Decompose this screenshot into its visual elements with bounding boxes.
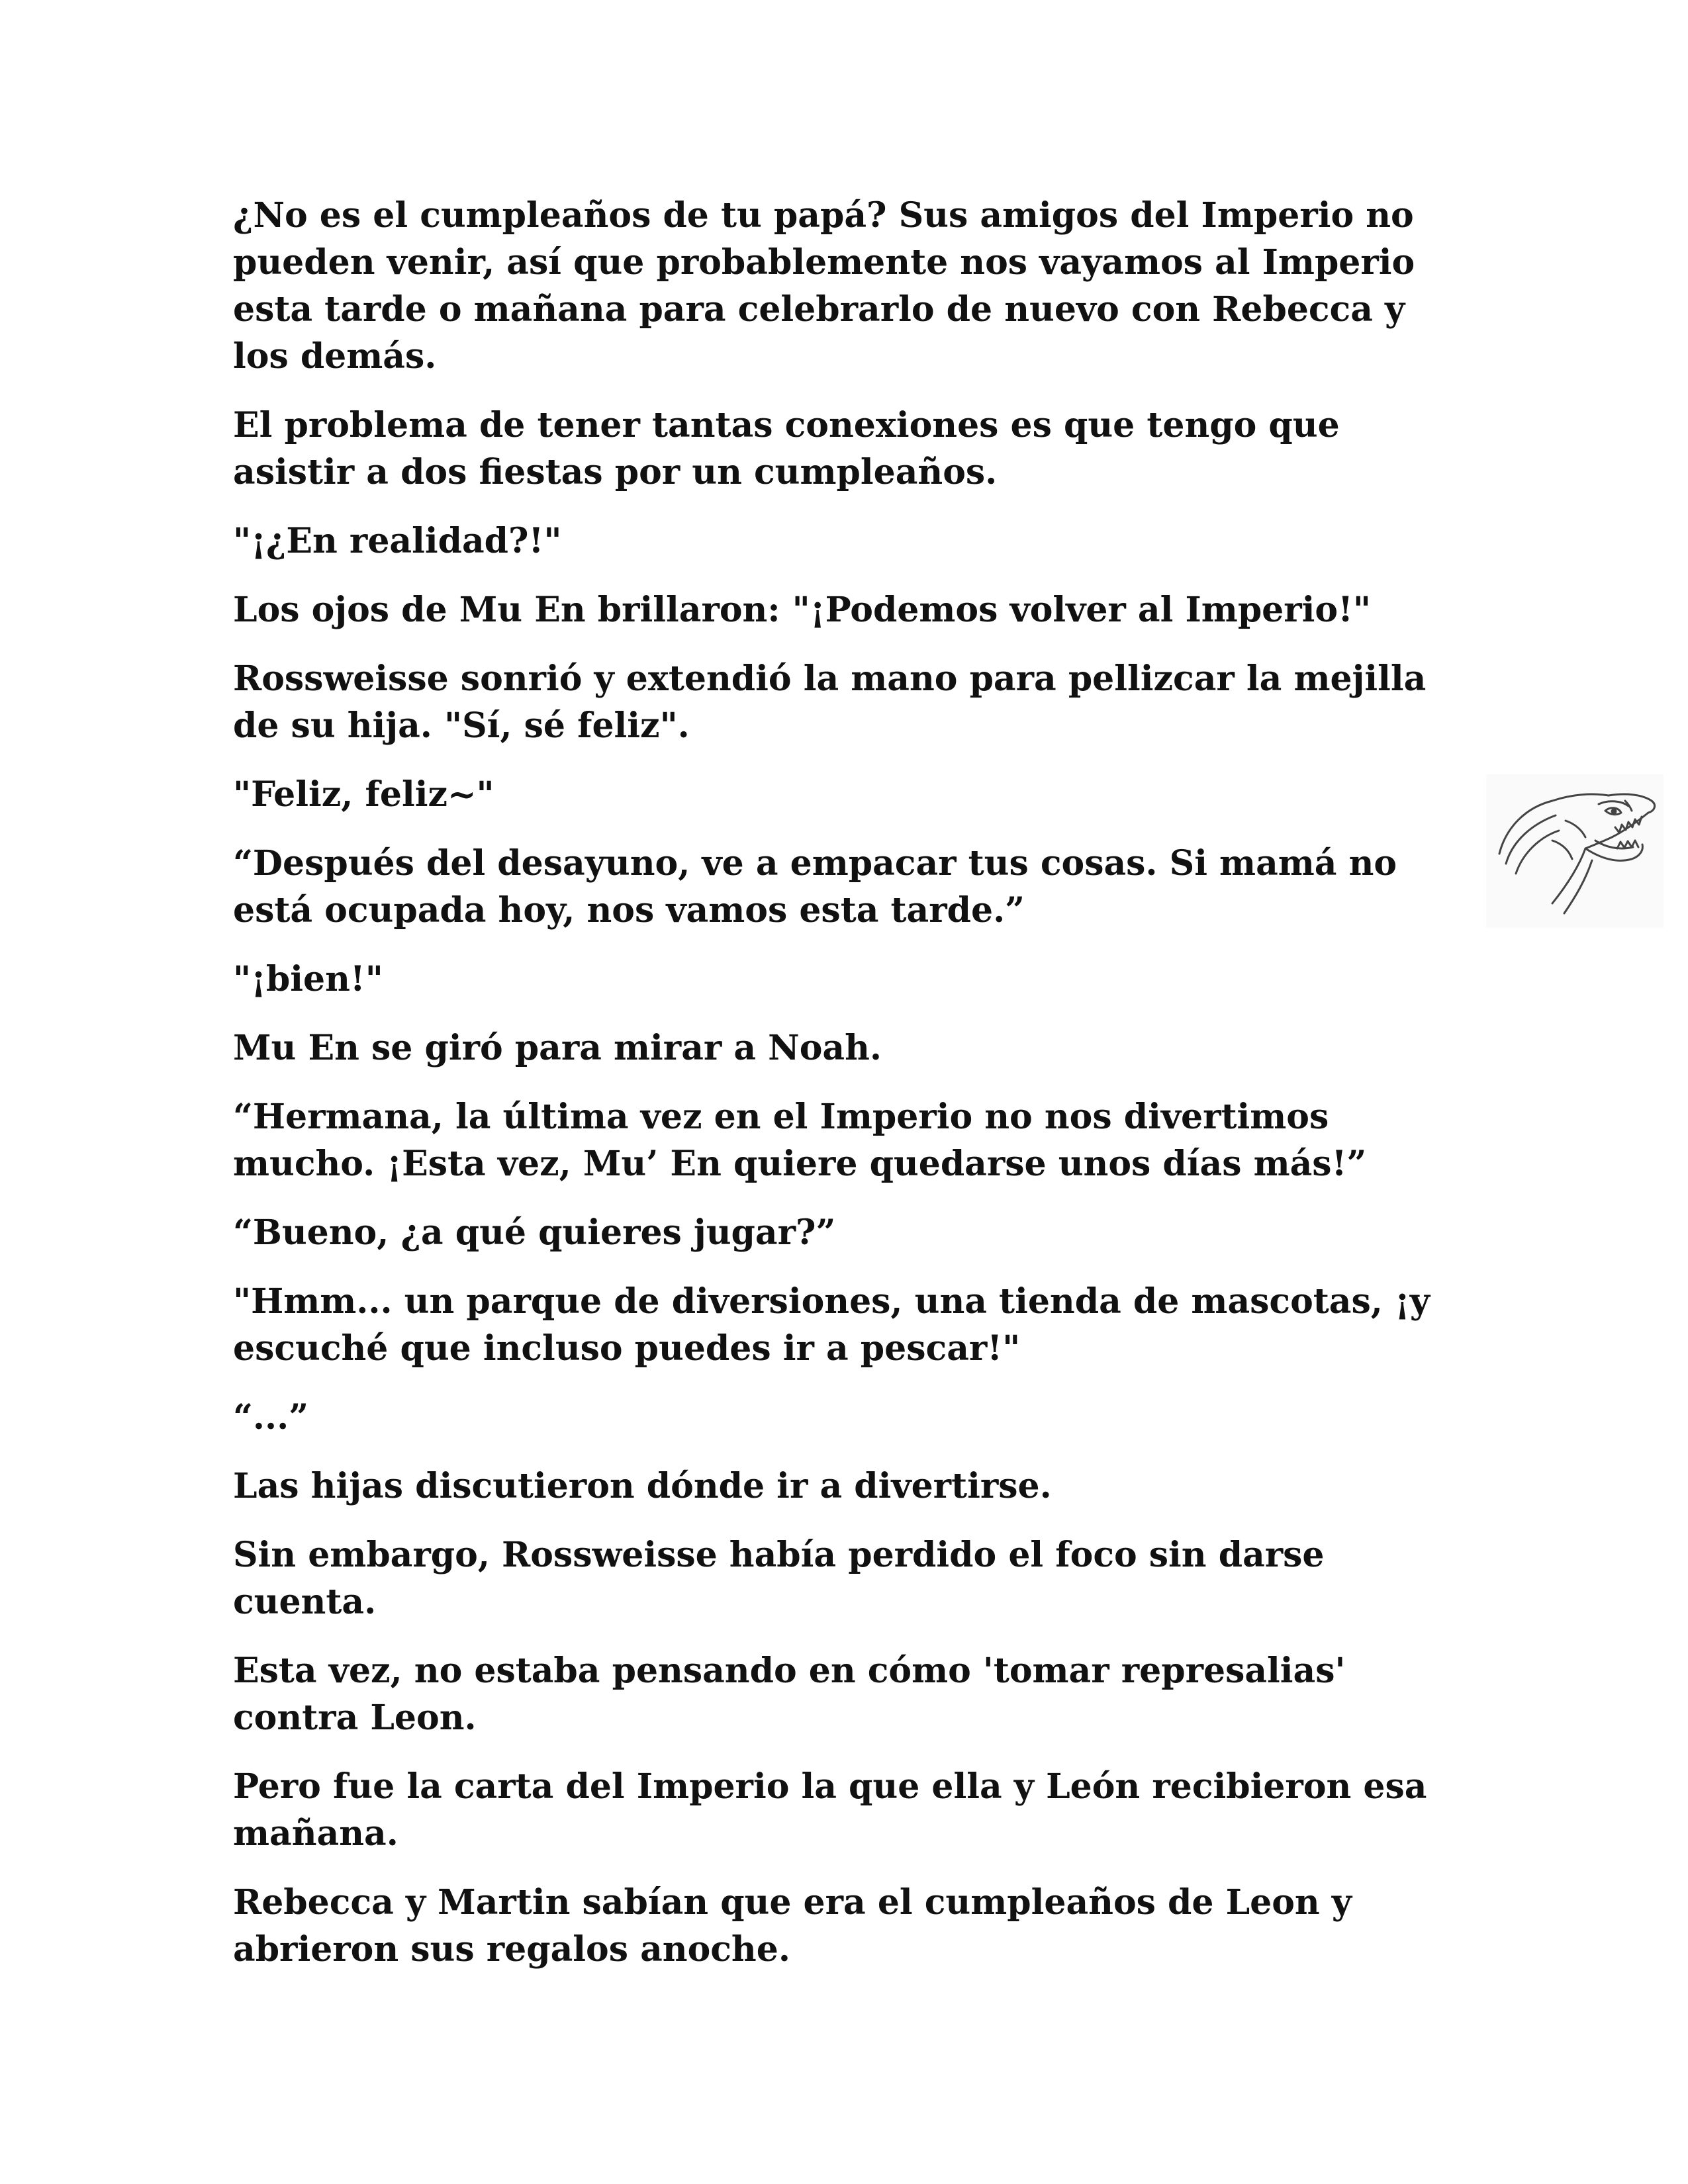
paragraph: ¿No es el cumpleaños de tu papá? Sus amigos del Imperio no pueden venir, así que probablemente nos vayamos al Imperio esta tarde o mañana para celebrarlo de nuevo con Rebecca y los demás. [233, 195, 1415, 377]
paragraph: Rossweisse sonrió y extendió la mano para pellizcar la mejilla de su hija. "Sí, sé feliz". [233, 659, 1427, 746]
paragraph: “Después del desayuno, ve a empacar tus cosas. Si mamá no está ocupada hoy, nos vamos esta tarde.” [233, 843, 1397, 931]
paragraph: “...” [233, 1397, 309, 1437]
paragraph: Las hijas discutieron dónde ir a divertirse. [233, 1466, 1052, 1506]
paragraph: "Feliz, feliz~" [233, 774, 494, 815]
paragraph: Sin embargo, Rossweisse había perdido el foco sin darse cuenta. [233, 1535, 1325, 1622]
paragraph: “Bueno, ¿a qué quieres jugar?” [233, 1212, 836, 1253]
paragraph: "¡¿En realidad?!" [233, 521, 562, 561]
dinosaur-head-sketch-icon [1486, 774, 1664, 928]
paragraph: Esta vez, no estaba pensando en cómo 'tomar represalias' contra Leon. [233, 1651, 1346, 1738]
paragraph: Rebecca y Martin sabían que era el cumpleaños de Leon y abrieron sus regalos anoche. [233, 1882, 1352, 1970]
paragraph: Mu En se giró para mirar a Noah. [233, 1028, 882, 1068]
paragraph: El problema de tener tantas conexiones es que tengo que asistir a dos fiestas por un cumpleaños. [233, 405, 1340, 492]
paragraph: Los ojos de Mu En brillaron: "¡Podemos volver al Imperio!" [233, 590, 1372, 630]
paragraph: "Hmm... un parque de diversiones, una tienda de mascotas, ¡y escuché que incluso puedes ir a pescar!" [233, 1281, 1430, 1369]
body-text [233, 192, 1451, 1995]
paragraph: "¡bien!" [233, 959, 383, 999]
paragraph: Pero fue la carta del Imperio la que ella y León recibieron esa mañana. [233, 1766, 1427, 1854]
paragraph: “Hermana, la última vez en el Imperio no nos divertimos mucho. ¡Esta vez, Mu’ En quiere quedarse unos días más!” [233, 1097, 1367, 1184]
